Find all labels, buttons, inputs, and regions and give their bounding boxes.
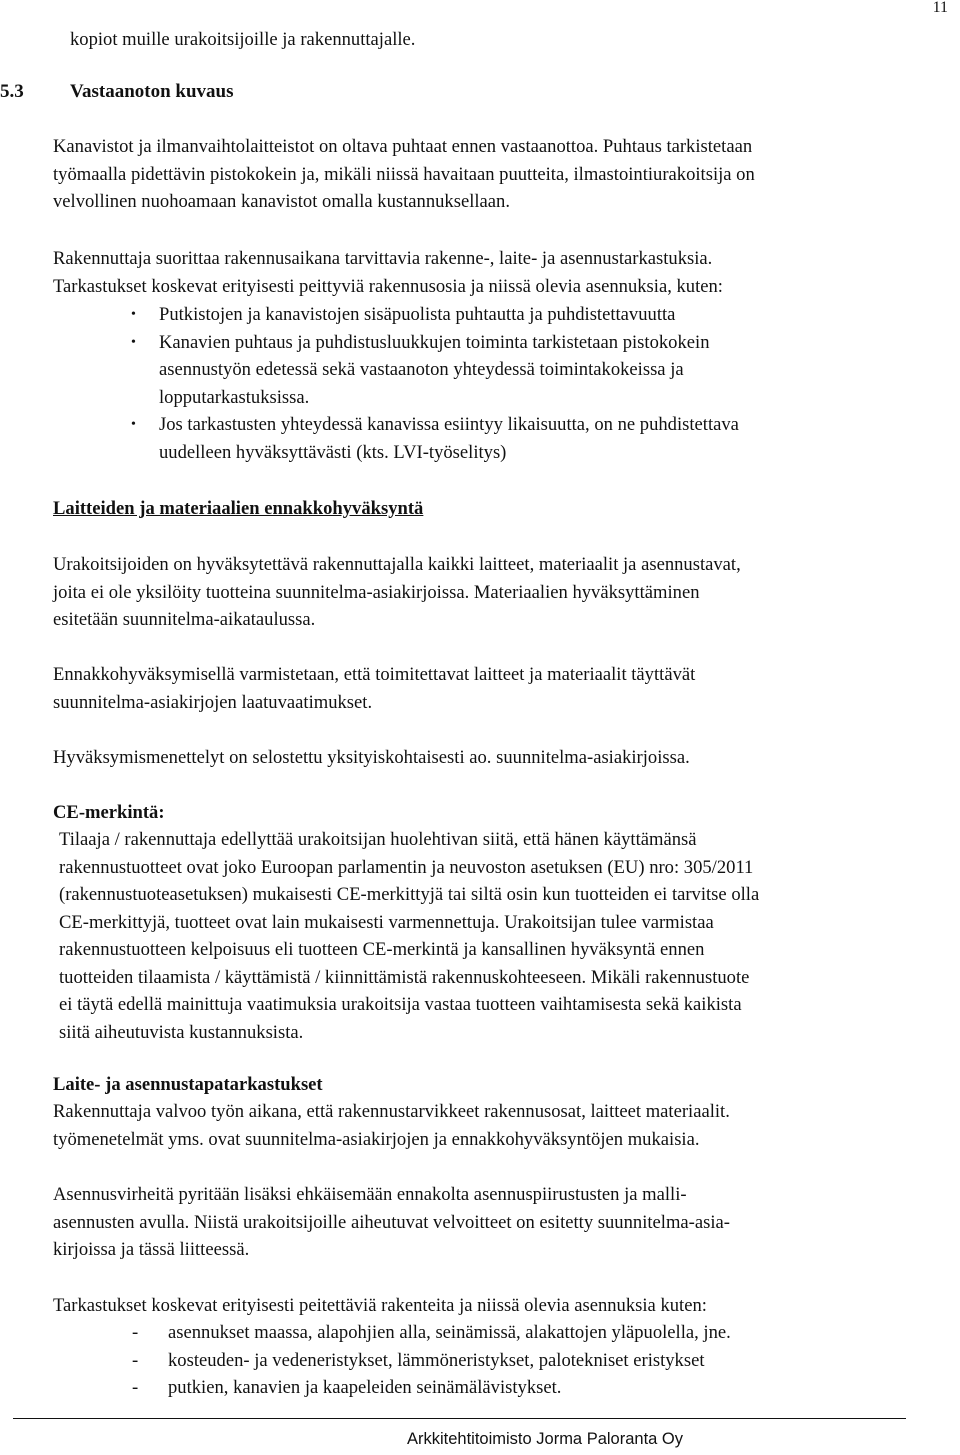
- text-line: rakennustuotteet ovat joko Euroopan parlamentin ja neuvoston asetuksen (EU) nro: 305/2011: [59, 856, 754, 878]
- section-heading: [0, 78, 234, 106]
- list-item: [53, 411, 958, 466]
- paragraph-supervision: [53, 1098, 958, 1153]
- dash-list: [53, 1319, 958, 1402]
- text-line: asennustyön edetessä sekä vastaanoton yhteydessä toimintakokeissa ja: [159, 359, 684, 380]
- section-title: Vastaanoton kuvaus: [70, 81, 234, 102]
- list-item: [53, 1347, 958, 1375]
- text-line: Ennakkohyväksymisellä varmistetaan, että toimitettavat laitteet ja materiaalit täyttävät: [53, 664, 696, 685]
- footer-company: Arkkitehtitoimisto Jorma Paloranta Oy: [406, 1430, 683, 1448]
- heading-inspections: Laite- ja asennustapatarkastukset: [53, 1074, 323, 1095]
- text-line: suunnitelma-asiakirjojen laatuvaatimukset.: [53, 691, 373, 713]
- text-line: Putkistojen ja kanavistojen sisäpuolista puhtautta ja puhdistettavuutta: [159, 304, 676, 325]
- text-line: Kanavien puhtaus ja puhdistusluukkujen toiminta tarkistetaan pistokokein: [159, 331, 710, 353]
- text-line: esitetään suunnitelma-aikataulussa.: [53, 609, 316, 630]
- text-line: rakennustuotteen kelpoisuus eli tuotteen CE-merkintä ja kansallinen hyväksyntä ennen: [59, 939, 705, 960]
- paragraph-cleanliness: [53, 133, 958, 216]
- text-line: ei täytä edellä mainittuja vaatimuksia urakoitsija vastaa tuotteen vaihtamisesta sekä kaikista: [59, 994, 742, 1015]
- text-line: Tilaaja / rakennuttaja edellyttää urakoitsijan huolehtivan siitä, että hänen käyttämänsä: [59, 829, 697, 850]
- list-item: [53, 1319, 958, 1347]
- text-line: (rakennustuoteasetuksen) mukaisesti CE-merkittyjä tai siltä osin kun tuotteiden ei tarvitse olla: [59, 884, 760, 905]
- footer-divider: [13, 1418, 906, 1419]
- bullet-icon: •: [131, 334, 136, 350]
- text-line: asennukset maassa, alapohjien alla, seinämissä, alakattojen yläpuolella, jne.: [168, 1322, 731, 1343]
- page-number: 11: [932, 0, 948, 16]
- bullet-list: [53, 301, 958, 466]
- paragraph-ce: [59, 826, 958, 1046]
- heading-approval: Laitteiden ja materiaalien ennakkohyväksyntä: [53, 498, 424, 519]
- text-line: Urakoitsijoiden on hyväksytettävä rakennuttajalla kaikki laitteet, materiaalit ja asennustavat,: [53, 554, 741, 575]
- dash-icon: -: [132, 1322, 139, 1343]
- text-line: velvollinen nuohoamaan kanavistot omalla kustannuksellaan.: [53, 191, 510, 212]
- text-line: Rakennuttaja suorittaa rakennusaikana tarvittavia rakenne-, laite- ja asennustarkastuksia.: [53, 248, 713, 269]
- text-line: Asennusvirheitä pyritään lisäksi ehkäisemään ennakolta asennuspiirustusten ja malli-: [53, 1184, 687, 1205]
- list-item: [53, 329, 958, 412]
- list-item: [53, 1374, 958, 1402]
- intro-line: kopiot muille urakoitsijoille ja rakennuttajalle.: [70, 29, 416, 50]
- text-line: Tarkastukset koskevat erityisesti peittyviä rakennusosia ja niissä olevia asennuksia, kuten:: [53, 275, 723, 297]
- text-line: tuotteiden tilaamista / käyttämistä / kiinnittämistä rakennuskohteeseen. Mikäli rakennustuote: [59, 966, 750, 988]
- text-line: putkien, kanavien ja kaapeleiden seinämälävistykset.: [168, 1377, 562, 1398]
- text-line: CE-merkittyjä, tuotteet ovat lain mukaisesti varmennettuja. Urakoitsijan tulee varmistaa: [59, 911, 714, 933]
- text-line: joita ei ole yksilöity tuotteina suunnitelma-asiakirjoissa. Materiaalien hyväksyttäminen: [53, 581, 700, 603]
- paragraph-approval: [53, 551, 958, 634]
- bullet-icon: •: [131, 417, 136, 432]
- text-line: asennusten avulla. Niistä urakoitsijoille aiheutuvat velvoitteet on esitetty suunnitelma-asia-: [53, 1211, 730, 1233]
- paragraph-inspections-intro: [53, 245, 958, 300]
- text-line: lopputarkastuksissa.: [159, 386, 310, 408]
- text-line: työmaalla pidettävin pistokokein ja, mikäli niissä havaitaan puutteita, ilmastointiurakoitsija on: [53, 163, 755, 185]
- heading-ce: CE-merkintä:: [53, 802, 165, 823]
- bullet-icon: •: [131, 307, 136, 322]
- text-line: Kanavistot ja ilmanvaihtolaitteistot on oltava puhtaat ennen vastaanottoa. Puhtaus tarkistetaan: [53, 136, 753, 157]
- dash-icon: -: [132, 1377, 139, 1398]
- text-line: työmenetelmät yms. ovat suunnitelma-asiakirjojen ja ennakkohyväksyntöjen mukaisia.: [53, 1128, 700, 1150]
- text-line: Rakennuttaja valvoo työn aikana, että rakennustarvikkeet rakennusosat, laitteet materiaalit.: [53, 1101, 730, 1122]
- text-line: kosteuden- ja vedeneristykset, lämmöneristykset, palotekniset eristykset: [168, 1349, 705, 1371]
- dash-icon: -: [132, 1349, 139, 1371]
- text-line: kirjoissa ja tässä liitteessä.: [53, 1239, 250, 1260]
- list-item: [53, 301, 958, 329]
- paragraph-pre-approval: [53, 661, 958, 716]
- text-line: siitä aiheutuvista kustannuksista.: [59, 1021, 304, 1043]
- text-line: Jos tarkastusten yhteydessä kanavissa esiintyy likaisuutta, on ne puhdistettava: [159, 414, 739, 435]
- section-number: 5.3: [0, 81, 24, 102]
- paragraph-installation-errors: [53, 1181, 958, 1264]
- text-line: uudelleen hyväksyttävästi (kts. LVI-työselitys): [159, 441, 507, 463]
- paragraph-concealed-inspections: Tarkastukset koskevat erityisesti peitettäviä rakenteita ja niissä olevia asennuksia kuten:: [53, 1295, 707, 1316]
- paragraph-procedures: Hyväksymismenettelyt on selostettu yksityiskohtaisesti ao. suunnitelma-asiakirjoissa.: [53, 747, 690, 768]
